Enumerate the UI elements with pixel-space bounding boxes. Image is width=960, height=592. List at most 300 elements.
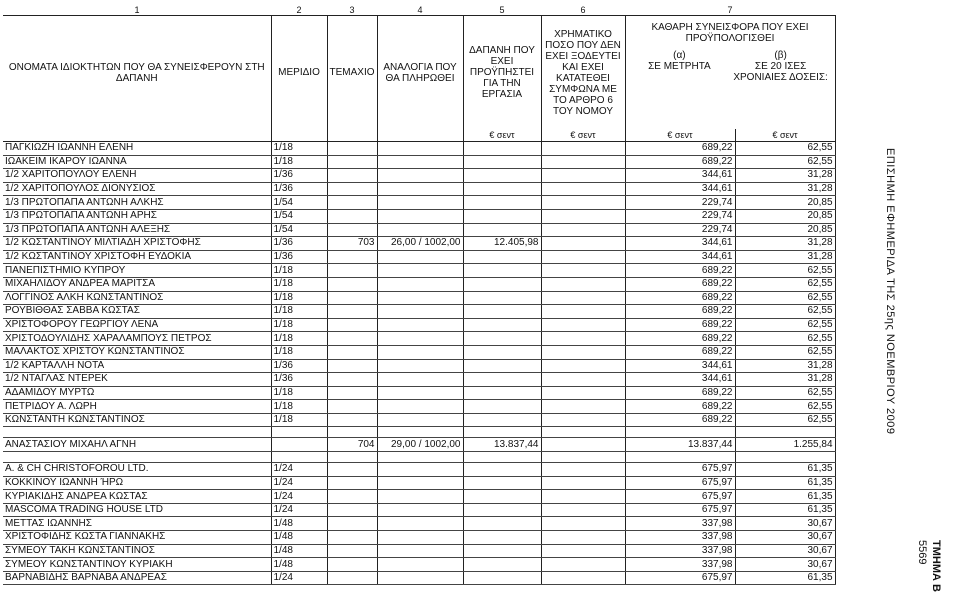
- deposited-amount: [541, 490, 625, 504]
- instalment-amount: 31,28: [735, 373, 835, 387]
- instalment-amount: 30,67: [735, 544, 835, 558]
- deposited-amount: [541, 503, 625, 517]
- owner-name: ΑΝΑΣΤΑΣΙΟΥ ΜΙΧΑΗΛ ΑΓΝΗ: [3, 438, 271, 452]
- parcel-number: [327, 250, 377, 264]
- deposited-amount: [541, 345, 625, 359]
- owner-name: ΚΩΝΣΤΑΝΤΗ ΚΩΝΣΤΑΝΤΙΝΟΣ: [3, 413, 271, 427]
- owner-share: 1/54: [271, 209, 327, 223]
- parcel-number: [327, 142, 377, 156]
- table-row: [3, 277, 835, 291]
- expense-amount: [463, 386, 541, 400]
- table-row: [3, 359, 835, 373]
- parcel-number: [327, 544, 377, 558]
- payment-ratio: [377, 264, 463, 278]
- deposited-amount: [541, 305, 625, 319]
- parcel-number: [327, 571, 377, 585]
- expense-amount: [463, 413, 541, 427]
- table-row: [3, 558, 835, 572]
- parcel-number: [327, 531, 377, 545]
- cash-amount: 689,22: [625, 413, 735, 427]
- instalment-amount: 62,55: [735, 291, 835, 305]
- table-row: [3, 490, 835, 504]
- owner-name: ΒΑΡΝΑΒΙΔΗΣ ΒΑΡΝΑΒΑ ΑΝΔΡΕΑΣ: [3, 571, 271, 585]
- expense-amount: [463, 250, 541, 264]
- header-deposited: ΧΡΗΜΑΤΙΚΟ ΠΟΣΟ ΠΟΥ ΔΕΝ ΕΧΕΙ ΞΟΔΕΥΤΕΙ ΚΑΙ ΕΧΕΙ ΚΑΤΑΤΕΘΕΙ ΣΥΜΦΩΝΑ ΜΕ ΤΟ ΑΡΘΡΟ 6 ΤΟΥ ΝΟΜΟΥ: [541, 16, 625, 130]
- instalment-amount: 62,55: [735, 332, 835, 346]
- cash-amount: 344,61: [625, 182, 735, 196]
- cash-amount: 337,98: [625, 558, 735, 572]
- owner-name: ΠΑΝΕΠΙΣΤΗΜΙΟ ΚΥΠΡΟΥ: [3, 264, 271, 278]
- payment-ratio: [377, 571, 463, 585]
- instalment-amount: 62,55: [735, 400, 835, 414]
- parcel-number: [327, 209, 377, 223]
- owner-name: ΠΕΤΡΙΔΟΥ Α. ΛΩΡΗ: [3, 400, 271, 414]
- cash-amount: 229,74: [625, 223, 735, 237]
- gazette-section: ΤΜΗΜΑ Β: [930, 540, 942, 592]
- payment-ratio: [377, 142, 463, 156]
- expense-amount: [463, 318, 541, 332]
- cash-amount: 13.837,44: [625, 438, 735, 452]
- deposited-amount: [541, 400, 625, 414]
- instalment-amount: 62,55: [735, 305, 835, 319]
- table-spacer-row: [3, 427, 835, 438]
- payment-ratio: [377, 169, 463, 183]
- expense-amount: [463, 209, 541, 223]
- owner-share: 1/18: [271, 264, 327, 278]
- payment-ratio: [377, 517, 463, 531]
- expense-amount: [463, 476, 541, 490]
- instalment-amount: 62,55: [735, 413, 835, 427]
- cash-amount: 337,98: [625, 531, 735, 545]
- owner-name: ΜΕΤΤΑΣ ΙΩΑΝΝΗΣ: [3, 517, 271, 531]
- parcel-number: [327, 264, 377, 278]
- expense-amount: [463, 196, 541, 210]
- cash-amount: 344,61: [625, 373, 735, 387]
- owner-share: 1/48: [271, 558, 327, 572]
- owner-name: ΧΡΙΣΤΟΔΟΥΛΙΔΗΣ ΧΑΡΑΛΑΜΠΟΥΣ ΠΕΤΡΟΣ: [3, 332, 271, 346]
- parcel-number: [327, 155, 377, 169]
- instal-title: ΣΕ 20 ΙΣΕΣ ΧΡΟΝΙΑΙΕΣ ΔΟΣΕΙΣ:: [733, 61, 828, 83]
- deposited-amount: [541, 169, 625, 183]
- deposited-amount: [541, 250, 625, 264]
- instalment-amount: 62,55: [735, 386, 835, 400]
- owner-name: 1/3 ΠΡΩΤΟΠΑΠΑ ΑΝΤΩΝΗ ΑΛΚΗΣ: [3, 196, 271, 210]
- deposited-amount: [541, 438, 625, 452]
- deposited-amount: [541, 463, 625, 477]
- table-row: [3, 169, 835, 183]
- expense-amount: [463, 142, 541, 156]
- owner-share: 1/24: [271, 463, 327, 477]
- owner-share: 1/48: [271, 517, 327, 531]
- owner-share: 1/36: [271, 182, 327, 196]
- table-spacer-row: [3, 452, 835, 463]
- instalment-amount: 61,35: [735, 490, 835, 504]
- table-row: [3, 544, 835, 558]
- table-row: [3, 209, 835, 223]
- table-row: [3, 291, 835, 305]
- currency-unit: € σεντ: [541, 129, 625, 142]
- contribution-table: [3, 6, 836, 585]
- deposited-amount: [541, 571, 625, 585]
- instalment-amount: 31,28: [735, 182, 835, 196]
- expense-amount: [463, 291, 541, 305]
- instalment-amount: 31,28: [735, 237, 835, 251]
- parcel-number: [327, 223, 377, 237]
- payment-ratio: [377, 413, 463, 427]
- table-row: [3, 155, 835, 169]
- payment-ratio: [377, 503, 463, 517]
- deposited-amount: [541, 264, 625, 278]
- cash-amount: 689,22: [625, 291, 735, 305]
- owner-name: 1/2 ΚΩΣΤΑΝΤΙΝΟΥ ΜΙΛΤΙΑΔΗ ΧΡΙΣΤΟΦΗΣ: [3, 237, 271, 251]
- header-share: ΜΕΡΙΔΙΟ: [271, 16, 327, 130]
- owner-share: 1/54: [271, 196, 327, 210]
- cash-amount: 689,22: [625, 264, 735, 278]
- owner-share: 1/18: [271, 277, 327, 291]
- owner-name: ΣΥΜΕΟΥ ΤΑΚΗ ΚΩΝΣΤΑΝΤΙΝΟΣ: [3, 544, 271, 558]
- owner-share: 1/18: [271, 400, 327, 414]
- payment-ratio: [377, 386, 463, 400]
- column-number: 2: [271, 6, 327, 16]
- parcel-number: [327, 345, 377, 359]
- owner-share: 1/36: [271, 169, 327, 183]
- payment-ratio: [377, 544, 463, 558]
- instalment-amount: 62,55: [735, 155, 835, 169]
- payment-ratio: [377, 277, 463, 291]
- subheader-cash: [630, 50, 728, 72]
- parcel-number: [327, 503, 377, 517]
- expense-amount: [463, 277, 541, 291]
- parcel-number: [327, 463, 377, 477]
- owner-share: 1/18: [271, 305, 327, 319]
- cash-amount: 229,74: [625, 196, 735, 210]
- header-owner: ΟΝΟΜΑΤΑ ΙΔΙΟΚΤΗΤΩΝ ΠΟΥ ΘΑ ΣΥΝΕΙΣΦΕΡΟΥΝ ΣΤΗ ΔΑΠΑΝΗ: [3, 16, 271, 130]
- currency-row: [3, 129, 835, 142]
- page-number: 5569: [916, 540, 928, 565]
- payment-ratio: 26,00 / 1002,00: [377, 237, 463, 251]
- deposited-amount: [541, 531, 625, 545]
- header-ratio: ΑΝΑΛΟΓΙΑ ΠΟΥ ΘΑ ΠΛΗΡΩΘΕΙ: [377, 16, 463, 130]
- expense-amount: [463, 531, 541, 545]
- owner-share: 1/36: [271, 250, 327, 264]
- owner-name: ΡΟΥΒΙΘΘΑΣ ΣΑΒΒΑ ΚΩΣΤΑΣ: [3, 305, 271, 319]
- owner-name: Α. & CH CHRISTOFOROU LTD.: [3, 463, 271, 477]
- cash-amount: 689,22: [625, 400, 735, 414]
- cash-amount: 675,97: [625, 476, 735, 490]
- payment-ratio: [377, 223, 463, 237]
- parcel-number: [327, 413, 377, 427]
- cash-amount: 344,61: [625, 169, 735, 183]
- deposited-amount: [541, 223, 625, 237]
- expense-amount: [463, 400, 541, 414]
- table-row: [3, 438, 835, 452]
- owner-share: 1/18: [271, 332, 327, 346]
- deposited-amount: [541, 196, 625, 210]
- expense-amount: [463, 490, 541, 504]
- expense-amount: [463, 373, 541, 387]
- table-row: [3, 318, 835, 332]
- owner-name: 1/2 ΚΑΡΤΑΛΛΗ ΝΟΤΑ: [3, 359, 271, 373]
- table-row: [3, 373, 835, 387]
- currency-unit: € σεντ: [463, 129, 541, 142]
- owner-name: 1/2 ΧΑΡΙΤΟΠΟΥΛΟΣ ΔΙΟΝΥΣΙΟΣ: [3, 182, 271, 196]
- payment-ratio: [377, 250, 463, 264]
- table-row: [3, 264, 835, 278]
- deposited-amount: [541, 476, 625, 490]
- owner-name: MASCOMA TRADING HOUSE LTD: [3, 503, 271, 517]
- parcel-number: [327, 400, 377, 414]
- payment-ratio: [377, 196, 463, 210]
- owner-name: ΠΑΓΚΙΩΖΗ ΙΩΑΝΝΗ ΕΛΕΝΗ: [3, 142, 271, 156]
- expense-amount: 12.405,98: [463, 237, 541, 251]
- table-row: [3, 305, 835, 319]
- expense-amount: [463, 264, 541, 278]
- cash-amount: 689,22: [625, 155, 735, 169]
- parcel-number: [327, 517, 377, 531]
- cash-amount: 689,22: [625, 142, 735, 156]
- table-row: [3, 182, 835, 196]
- column-number: 1: [3, 6, 271, 16]
- deposited-amount: [541, 291, 625, 305]
- instalment-amount: 30,67: [735, 558, 835, 572]
- parcel-number: [327, 169, 377, 183]
- parcel-number: [327, 318, 377, 332]
- deposited-amount: [541, 209, 625, 223]
- column-number: 4: [377, 6, 463, 16]
- expense-amount: [463, 169, 541, 183]
- owner-name: ΑΔΑΜΙΔΟΥ ΜΥΡΤΩ: [3, 386, 271, 400]
- payment-ratio: [377, 476, 463, 490]
- owner-name: ΧΡΙΣΤΟΦΟΡΟΥ ΓΕΩΡΓΙΟΥ ΛΕΝΑ: [3, 318, 271, 332]
- parcel-number: [327, 182, 377, 196]
- cash-amount: 675,97: [625, 490, 735, 504]
- gazette-date-caption: ΕΠΙΣΗΜΗ ΕΦΗΜΕΡΙΔΑ ΤΗΣ 25ης ΝΟΕΜΒΡΙΟΥ 2009: [884, 148, 896, 435]
- owner-name: ΙΩΑΚΕΙΜ ΙΚΑΡΟΥ ΙΩΑΝΝΑ: [3, 155, 271, 169]
- cash-amount: 675,97: [625, 463, 735, 477]
- cash-amount: 337,98: [625, 544, 735, 558]
- header-expense: ΔΑΠΑΝΗ ΠΟΥ ΕΧΕΙ ΠΡΟΫΠΗΣΤΕΙ ΓΙΑ ΤΗΝ ΕΡΓΑΣΙΑ: [463, 16, 541, 130]
- table-row: [3, 463, 835, 477]
- deposited-amount: [541, 237, 625, 251]
- instalment-amount: 61,35: [735, 476, 835, 490]
- owner-share: 1/48: [271, 531, 327, 545]
- payment-ratio: [377, 359, 463, 373]
- owner-share: 1/18: [271, 291, 327, 305]
- owner-name: 1/2 ΚΩΣΤΑΝΤΙΝΟΥ ΧΡΙΣΤΟΦΗ ΕΥΔΟΚΙΑ: [3, 250, 271, 264]
- instalment-amount: 20,85: [735, 196, 835, 210]
- cash-label: (α): [673, 50, 686, 61]
- parcel-number: [327, 476, 377, 490]
- expense-amount: [463, 223, 541, 237]
- owner-name: ΜΑΛΑΚΤΟΣ ΧΡΙΣΤΟΥ ΚΩΝΣΤΑΝΤΙΝΟΣ: [3, 345, 271, 359]
- deposited-amount: [541, 182, 625, 196]
- table-row: [3, 196, 835, 210]
- parcel-number: [327, 305, 377, 319]
- column-title-row: [3, 16, 835, 130]
- owner-name: ΚΥΡΙΑΚΙΔΗΣ ΑΝΔΡΕΑ ΚΩΣΤΑΣ: [3, 490, 271, 504]
- owner-share: 1/18: [271, 386, 327, 400]
- expense-amount: [463, 359, 541, 373]
- parcel-number: [327, 291, 377, 305]
- instalment-amount: 61,35: [735, 503, 835, 517]
- expense-amount: [463, 345, 541, 359]
- column-number-row: [3, 6, 835, 16]
- parcel-number: [327, 490, 377, 504]
- payment-ratio: [377, 209, 463, 223]
- net-contribution-title: ΚΑΘΑΡΗ ΣΥΝΕΙΣΦΟΡΑ ΠΟΥ ΕΧΕΙ ΠΡΟΫΠΟΛΟΓΙΣΘΕΙ: [651, 22, 809, 44]
- instalment-amount: 31,28: [735, 359, 835, 373]
- instalment-amount: 30,67: [735, 531, 835, 545]
- owner-share: 1/24: [271, 490, 327, 504]
- instalment-amount: 31,28: [735, 169, 835, 183]
- payment-ratio: [377, 182, 463, 196]
- cash-amount: 689,22: [625, 386, 735, 400]
- payment-ratio: [377, 558, 463, 572]
- owner-share: 1/24: [271, 571, 327, 585]
- expense-amount: [463, 155, 541, 169]
- table-row: [3, 476, 835, 490]
- deposited-amount: [541, 332, 625, 346]
- owner-name: 1/3 ΠΡΩΤΟΠΑΠΑ ΑΝΤΩΝΗ ΑΛΕΞΗΣ: [3, 223, 271, 237]
- cash-amount: 689,22: [625, 318, 735, 332]
- owner-share: 1/54: [271, 223, 327, 237]
- cash-title: ΣΕ ΜΕΤΡΗΤΑ: [648, 61, 711, 72]
- instal-label: (β): [774, 50, 787, 61]
- currency-unit: € σεντ: [735, 129, 835, 142]
- payment-ratio: [377, 373, 463, 387]
- column-number: 7: [625, 6, 835, 16]
- owner-share: [271, 438, 327, 452]
- expense-amount: [463, 503, 541, 517]
- deposited-amount: [541, 155, 625, 169]
- instalment-amount: 62,55: [735, 318, 835, 332]
- payment-ratio: [377, 155, 463, 169]
- instalment-amount: 62,55: [735, 142, 835, 156]
- payment-ratio: [377, 531, 463, 545]
- instalment-amount: 61,35: [735, 463, 835, 477]
- cash-amount: 344,61: [625, 359, 735, 373]
- table-body: [3, 142, 835, 585]
- instalment-amount: 62,55: [735, 277, 835, 291]
- cash-amount: 689,22: [625, 332, 735, 346]
- payment-ratio: [377, 291, 463, 305]
- owner-share: 1/18: [271, 345, 327, 359]
- parcel-number: [327, 373, 377, 387]
- header-parcel: ΤΕΜΑΧΙΟ: [327, 16, 377, 130]
- table-row: [3, 386, 835, 400]
- parcel-number: [327, 386, 377, 400]
- net-contribution-subheaders: [628, 50, 833, 83]
- owner-name: 1/2 ΧΑΡΙΤΟΠΟΥΛΟΥ ΕΛΕΝΗ: [3, 169, 271, 183]
- deposited-amount: [541, 142, 625, 156]
- parcel-number: [327, 277, 377, 291]
- expense-amount: [463, 544, 541, 558]
- deposited-amount: [541, 558, 625, 572]
- owner-name: ΜΙΧΑΗΛΙΔΟΥ ΑΝΔΡΕΑ ΜΑΡΙΤΣΑ: [3, 277, 271, 291]
- table-row: [3, 503, 835, 517]
- deposited-amount: [541, 318, 625, 332]
- expense-amount: [463, 332, 541, 346]
- expense-amount: [463, 305, 541, 319]
- table-row: [3, 332, 835, 346]
- table-row: [3, 400, 835, 414]
- expense-amount: 13.837,44: [463, 438, 541, 452]
- parcel-number: [327, 359, 377, 373]
- expense-amount: [463, 463, 541, 477]
- parcel-number: [327, 332, 377, 346]
- expense-amount: [463, 571, 541, 585]
- owner-name: ΛΟΓΓΙΝΟΣ ΑΛΚΗ ΚΩΝΣΤΑΝΤΙΝΟΣ: [3, 291, 271, 305]
- table-row: [3, 142, 835, 156]
- cash-amount: 337,98: [625, 517, 735, 531]
- instalment-amount: 62,55: [735, 264, 835, 278]
- cash-amount: 344,61: [625, 250, 735, 264]
- column-number: 6: [541, 6, 625, 16]
- instalment-amount: 62,55: [735, 345, 835, 359]
- payment-ratio: [377, 400, 463, 414]
- instalment-amount: 20,85: [735, 209, 835, 223]
- owner-name: 1/3 ΠΡΩΤΟΠΑΠΑ ΑΝΤΩΝΗ ΑΡΗΣ: [3, 209, 271, 223]
- payment-ratio: [377, 305, 463, 319]
- cash-amount: 689,22: [625, 305, 735, 319]
- instalment-amount: 30,67: [735, 517, 835, 531]
- owner-name: ΣΥΜΕΟΥ ΚΩΝΣΤΑΝΤΙΝΟΥ ΚΥΡΙΑΚΗ: [3, 558, 271, 572]
- owner-name: ΧΡΙΣΤΟΦΙΔΗΣ ΚΩΣΤΑ ΓΙΑΝΝΑΚΗΣ: [3, 531, 271, 545]
- table-row: [3, 345, 835, 359]
- cash-amount: 675,97: [625, 571, 735, 585]
- deposited-amount: [541, 359, 625, 373]
- payment-ratio: [377, 490, 463, 504]
- deposited-amount: [541, 413, 625, 427]
- table-row: [3, 517, 835, 531]
- payment-ratio: [377, 332, 463, 346]
- cash-amount: 229,74: [625, 209, 735, 223]
- column-number: 5: [463, 6, 541, 16]
- deposited-amount: [541, 544, 625, 558]
- table-row: [3, 571, 835, 585]
- cash-amount: 344,61: [625, 237, 735, 251]
- instalment-amount: 20,85: [735, 223, 835, 237]
- owner-name: 1/2 ΝΤΑΓΛΑΣ ΝΤΕΡΕΚ: [3, 373, 271, 387]
- owner-share: 1/36: [271, 373, 327, 387]
- owner-share: 1/36: [271, 237, 327, 251]
- parcel-number: [327, 558, 377, 572]
- owner-share: 1/48: [271, 544, 327, 558]
- parcel-number: [327, 196, 377, 210]
- parcel-number: 704: [327, 438, 377, 452]
- payment-ratio: [377, 463, 463, 477]
- table-row: [3, 223, 835, 237]
- owner-share: 1/18: [271, 318, 327, 332]
- table-row: [3, 413, 835, 427]
- owner-share: 1/18: [271, 142, 327, 156]
- expense-amount: [463, 517, 541, 531]
- deposited-amount: [541, 277, 625, 291]
- deposited-amount: [541, 517, 625, 531]
- expense-amount: [463, 558, 541, 572]
- header-net-contribution: [625, 16, 835, 130]
- payment-ratio: [377, 345, 463, 359]
- owner-share: 1/18: [271, 155, 327, 169]
- owner-share: 1/18: [271, 413, 327, 427]
- owner-share: 1/36: [271, 359, 327, 373]
- cash-amount: 675,97: [625, 503, 735, 517]
- column-number: 3: [327, 6, 377, 16]
- payment-ratio: 29,00 / 1002,00: [377, 438, 463, 452]
- payment-ratio: [377, 318, 463, 332]
- owner-name: ΚΟΚΚΙΝΟΥ ΙΩΑΝΝΗ ΉΡΩ: [3, 476, 271, 490]
- subheader-instalments: [731, 50, 829, 83]
